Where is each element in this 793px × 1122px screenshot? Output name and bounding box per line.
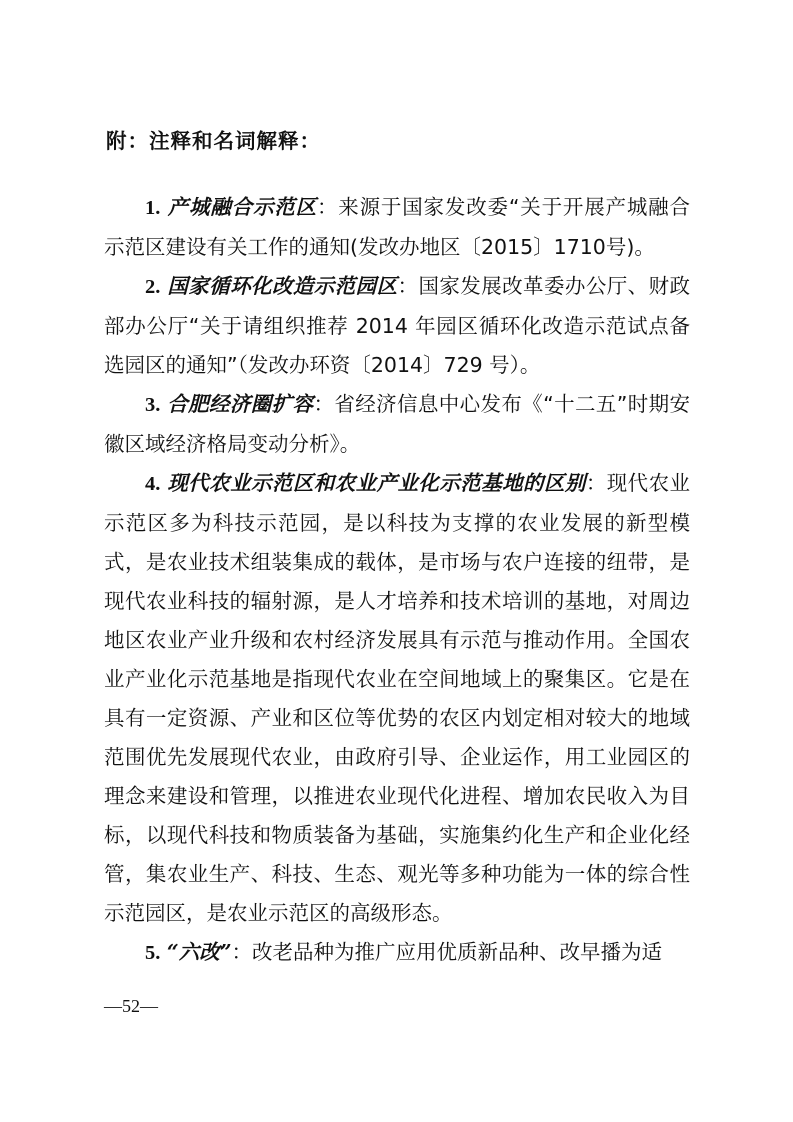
note-item-4 [104, 464, 690, 933]
note-separator: ： [397, 274, 419, 298]
note-separator: ： [313, 392, 335, 416]
note-number: 5. [145, 942, 161, 964]
note-text: 现代农业示范区多为科技示范园，是以科技为支撑的农业发展的新型模式，是农业技术组装集成的载体，是市场与农户连接的纽带，是现代农业科技的辐射源，是人才培养和技术培训的基地，对周边地区农业产业升级和农村经济发展具有示范与推动作用。全国农业产业化示范基地是指现代农业在空间地域上的聚集区。它是在具有一定资源、产业和区位等优势的农区内划定相对较大的地域范围优先发展现代农业，由政府引导、企业运作，用工业园区的理念来建设和管理，以推进农业现代化进程、增加农民收入为目标，以现代科技和物质装备为基础，实施集约化生产和企业化经管，集农业生产、科技、生态、观光等多种功能为一体的综合性示范园区，是农业示范区的高级形态。 [104, 471, 691, 925]
note-text: 改老品种为推广应用优质新品种、改早播为适 [252, 940, 662, 964]
note-text: 国家发展改革委办公厅、财政部办公厅“关于请组织推荐 2014 年园区循环化改造示范试点备选园区的通知”（发改办环资〔2014〕729 号）。 [104, 274, 691, 377]
note-separator: ： [231, 940, 252, 964]
note-number: 1. [145, 197, 161, 219]
note-separator: ： [585, 471, 607, 495]
note-item-2 [104, 267, 690, 385]
note-term: 国家循环化改造示范园区 [167, 274, 398, 298]
note-number: 3. [145, 394, 161, 416]
note-number: 4. [145, 473, 161, 495]
note-term: 现代农业示范区和农业产业化示范基地的区别 [167, 471, 586, 495]
notes-body [104, 188, 690, 973]
note-separator: ： [316, 195, 339, 219]
note-item-1 [104, 188, 690, 267]
note-term: “六改” [166, 940, 232, 964]
note-item-5 [104, 933, 690, 973]
note-number: 2. [145, 276, 161, 298]
note-item-3 [104, 385, 690, 464]
note-term: 产城融合示范区 [167, 195, 317, 219]
note-text: 省经济信息中心发布《“十二五”时期安徽区域经济格局变动分析》。 [104, 392, 691, 456]
annex-heading: 附：注释和名词解释： [106, 129, 321, 153]
page-number: —52— [104, 996, 158, 1016]
note-text: 来源于国家发改委“关于开展产城融合示范区建设有关工作的通知(发改办地区〔2015〕1710号)。 [104, 195, 691, 259]
note-term: 合肥经济圈扩容 [167, 392, 314, 416]
